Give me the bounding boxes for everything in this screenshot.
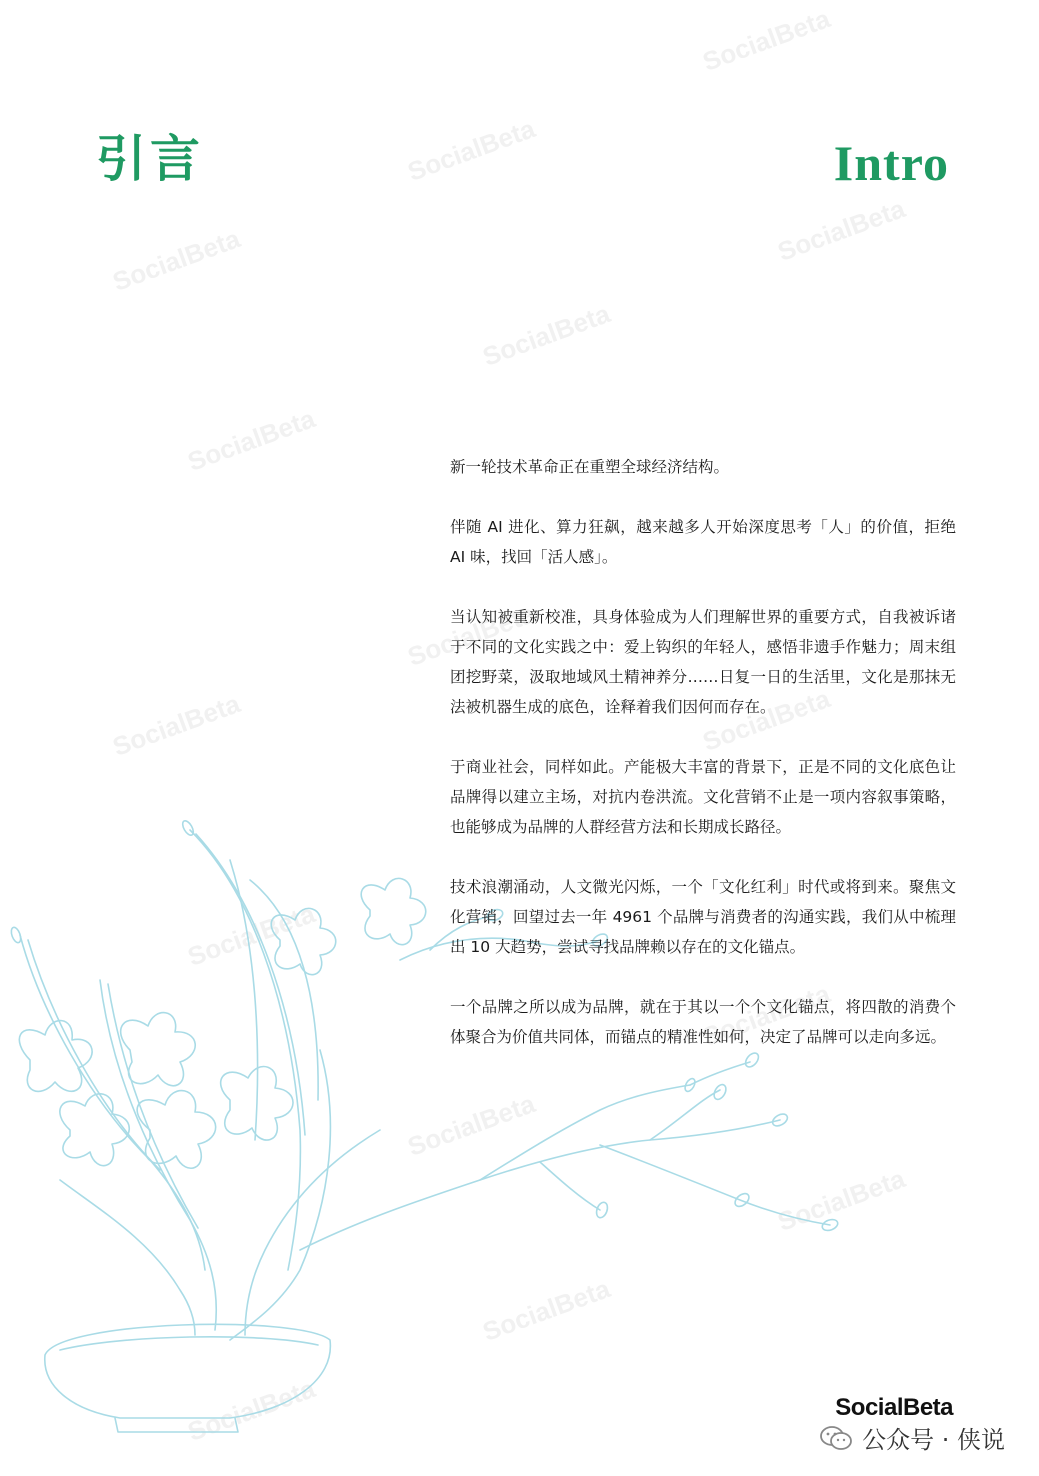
watermark: SocialBeta [698,683,834,757]
wechat-icon [820,1425,852,1451]
page-title-english: Intro [833,134,949,191]
watermark: SocialBeta [478,1273,614,1347]
watermark: SocialBeta [183,403,319,477]
watermark: SocialBeta [403,1088,539,1162]
watermark: SocialBeta [183,1373,319,1447]
watermark: SocialBeta [403,113,539,187]
wechat-account-label: 公众号 · 侠说 [862,1426,1005,1454]
intro-body [450,452,956,1082]
watermark: SocialBeta [478,298,614,372]
intro-paragraph: 一个品牌之所以成为品牌，就在于其以一个个文化锚点，将四散的消费个体聚合为价值共同体，而锚点的精准性如何，决定了品牌可以走向多远。 [450,998,956,1046]
intro-paragraph: 于商业社会，同样如此。产能极大丰富的背景下，正是不同的文化底色让品牌得以建立主场，对抗内卷洪流。文化营销不止是一项内容叙事策略，也能够成为品牌的人群经营方法和长期成长路径。 [450,758,956,836]
intro-paragraph: 伴随 AI 进化、算力狂飙，越来越多人开始深度思考「人」的价值，拒绝 AI 味，找回「活人感」。 [450,518,956,566]
watermark: SocialBeta [108,688,244,762]
watermark: SocialBeta [773,1163,909,1237]
watermark: SocialBeta [698,978,834,1052]
intro-paragraph: 技术浪潮涌动，人文微光闪烁，一个「文化红利」时代或将到来。聚焦文化营销，回望过去一年 4961 个品牌与消费者的沟通实践，我们从中梳理出 10 大趋势，尝试寻找品牌赖以存在的文化锚点。 [450,878,956,956]
socialbeta-logo: SocialBeta [835,1394,953,1421]
wechat-account-badge[interactable] [820,1420,1005,1455]
watermark: SocialBeta [773,193,909,267]
intro-paragraph: 新一轮技术革命正在重塑全球经济结构。 [450,458,730,476]
watermark: SocialBeta [108,223,244,297]
page-title-chinese: 引言 [96,128,204,188]
intro-paragraph: 当认知被重新校准，具身体验成为人们理解世界的重要方式，自我被诉诸于不同的文化实践之中：爱上钩织的年轻人，感悟非遗手作魅力；周末组团挖野菜，汲取地域风土精神养分……日复一日的生活里，文化是那抹无法被机器生成的底色，诠释着我们因何而存在。 [450,608,956,716]
watermark: SocialBeta [183,898,319,972]
watermark: SocialBeta [403,598,539,672]
watermark: SocialBeta [698,3,834,77]
